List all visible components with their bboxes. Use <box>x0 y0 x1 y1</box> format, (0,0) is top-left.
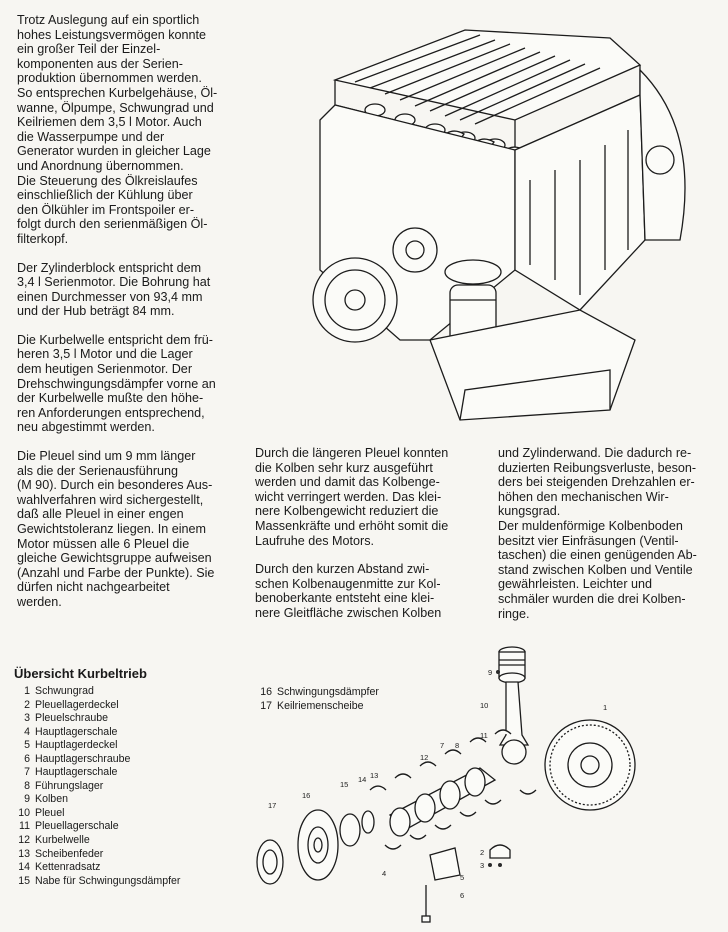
part-name: Pleuelschraube <box>35 712 109 725</box>
part-name: Keilriemenscheibe <box>277 699 364 712</box>
piston-drawing <box>496 647 525 683</box>
paragraph-crankshaft: Die Kurbelwelle entspricht dem frü- heren 3,5 l Motor und die Lager dem heutigen Serienmotor. Der Drehschwingungsdämpfer vorne an der Kurbelwelle mußte den höhe- ren Anforderungen entsprechend, neu abgestimmt werden. <box>17 332 216 435</box>
part-name: Kurbelwelle <box>35 834 90 847</box>
part-name: Pleuellagerdeckel <box>35 698 119 711</box>
part-item <box>14 793 180 807</box>
part-item <box>14 685 180 699</box>
part-number: 12 <box>18 834 30 847</box>
pulley-drawing <box>257 840 283 884</box>
part-item <box>14 807 180 821</box>
part-number: 1 <box>24 685 30 697</box>
part-number: 16 <box>260 686 272 698</box>
part-number: 8 <box>24 779 30 792</box>
part-item <box>14 766 180 780</box>
callout-12: 12 <box>420 753 429 762</box>
crank-drive-illustration <box>250 640 720 930</box>
part-name: Schwingungsdämpfer <box>277 686 379 698</box>
part-number: 4 <box>24 725 30 738</box>
paragraph-connecting-rods: Die Pleuel sind um 9 mm länger als die der Serienausführung (M 90). Durch ein besonderes Aus- wahlverfahren wird sichergestellt, daß alle Pleuel in einer engen Gewichtstoleranz liegen. In einem Motor müssen alle 6 Pleuel die gleiche Gewichtsgruppe aufweisen (Anzahl und Farbe der Punkte). Sie dürfen nicht nachgearbeitet werden. <box>17 449 215 609</box>
callout-8: 8 <box>455 741 460 750</box>
callout-7: 7 <box>440 741 445 750</box>
part-item <box>14 820 180 834</box>
part-item <box>14 726 180 740</box>
part-number: 2 <box>24 698 30 711</box>
callout-3: 3 <box>480 861 485 870</box>
part-name: Hauptlagerschraube <box>35 752 131 765</box>
part-name: Kettenradsatz <box>35 861 101 874</box>
callout-4: 4 <box>382 869 387 878</box>
part-item <box>14 699 180 713</box>
part-item <box>14 834 180 848</box>
part-number: 13 <box>18 847 30 860</box>
part-item <box>14 739 180 753</box>
left-text-column <box>17 13 245 624</box>
part-number: 11 <box>19 820 30 833</box>
part-number: 15 <box>18 874 30 887</box>
callout-10: 10 <box>480 701 489 710</box>
part-name: Kolben <box>35 793 68 806</box>
callout-15: 15 <box>340 780 349 789</box>
paragraph-cylinder-block: Der Zylinderblock entspricht dem 3,4 l Serienmotor. Die Bohrung hat einen Durchmesser von 93,4 mm und der Hub beträgt 84 mm. <box>17 260 211 319</box>
part-name: Hauptlagerschale <box>35 725 118 738</box>
part-item <box>14 712 180 726</box>
callout-9: 9 <box>488 668 493 677</box>
part-number: 6 <box>24 752 30 765</box>
part-item <box>14 861 180 875</box>
part-name: Pleuel <box>35 806 65 819</box>
part-item <box>14 848 180 862</box>
callout-16: 16 <box>302 791 311 800</box>
callout-17: 17 <box>268 801 277 810</box>
part-number: 3 <box>24 712 30 725</box>
part-name: Scheibenfeder <box>35 847 104 860</box>
callout-5: 5 <box>460 873 465 882</box>
callout-11: 11 <box>480 731 488 740</box>
flywheel-drawing <box>545 720 635 810</box>
part-name: Pleuellagerschale <box>35 820 119 833</box>
part-number: 5 <box>24 739 30 752</box>
parts-list <box>14 685 180 888</box>
part-name: Führungslager <box>35 779 104 792</box>
part-number: 14 <box>18 861 30 874</box>
right-text-column <box>498 446 720 635</box>
part-item <box>14 875 180 889</box>
engine-illustration <box>280 10 720 435</box>
part-number: 17 <box>260 699 272 712</box>
part-item <box>14 753 180 767</box>
callout-1: 1 <box>603 703 608 712</box>
paragraph-friction-piston: und Zylinderwand. Die dadurch re- duzierten Reibungsverluste, beson- ders bei steigenden Drehzahlen er- höhen den mechanischen Wir- kungsgrad. Der muldenförmige Kolbenboden besitzt vier Einfräsungen (Ventil- taschen) die einen genügenden Ab- stand zwischen Kolben und Ventile gewährleisten. Leichter und schmäler wurden die drei Kolben- ringe. <box>498 446 697 621</box>
part-name: Hauptlagerdeckel <box>35 739 118 752</box>
vibration-damper-drawing <box>298 810 338 880</box>
paragraph-short-distance: Durch den kurzen Abstand zwi- schen Kolbenaugenmitte zur Kol- benoberkante entsteht eine klei- nere Gleitfläche zwischen Kolben <box>255 562 442 620</box>
part-name: Hauptlagerschale <box>35 766 118 779</box>
callout-14: 14 <box>358 775 367 784</box>
callout-2: 2 <box>480 848 485 857</box>
paragraph-longer-rods: Durch die längeren Pleuel konnten die Kolben sehr kurz ausgeführt werden und damit das Kolbenge- wicht verringert werden. Das klei- nere Kolbengewicht reduziert die Massenkräfte und erhöht somit die Laufruhe des Motors. <box>255 446 449 548</box>
part-item <box>14 780 180 794</box>
part-number: 7 <box>24 766 30 779</box>
callout-6: 6 <box>460 891 465 900</box>
middle-text-column <box>255 446 477 635</box>
part-name: Schwungrad <box>35 685 94 697</box>
part-name: Nabe für Schwingungsdämpfer <box>35 874 181 887</box>
callout-13: 13 <box>370 771 379 780</box>
part-number: 10 <box>18 806 30 819</box>
paragraph-components: Trotz Auslegung auf ein sportlich hohes Leistungsvermögen konnte ein großer Teil der Einzel- komponenten aus der Serien- produktion übernommen werden. So entsprechen Kurbelgehäuse, Öl- wanne, Ölpumpe, Schwungrad und Keilriemen dem 3,5 l Motor. Auch die Wasserpumpe und der Generator wurden in gleicher Lage und Anordnung übernommen. Die Steuerung des Ölkreislaufes einschließlich der Kühlung über den Ölkühler im Frontspoiler er- folgt durch den serienmäßigen Öl- filterkopf. <box>17 13 218 246</box>
part-number: 9 <box>24 793 30 806</box>
overview-title: Übersicht Kurbeltrieb <box>14 666 147 681</box>
